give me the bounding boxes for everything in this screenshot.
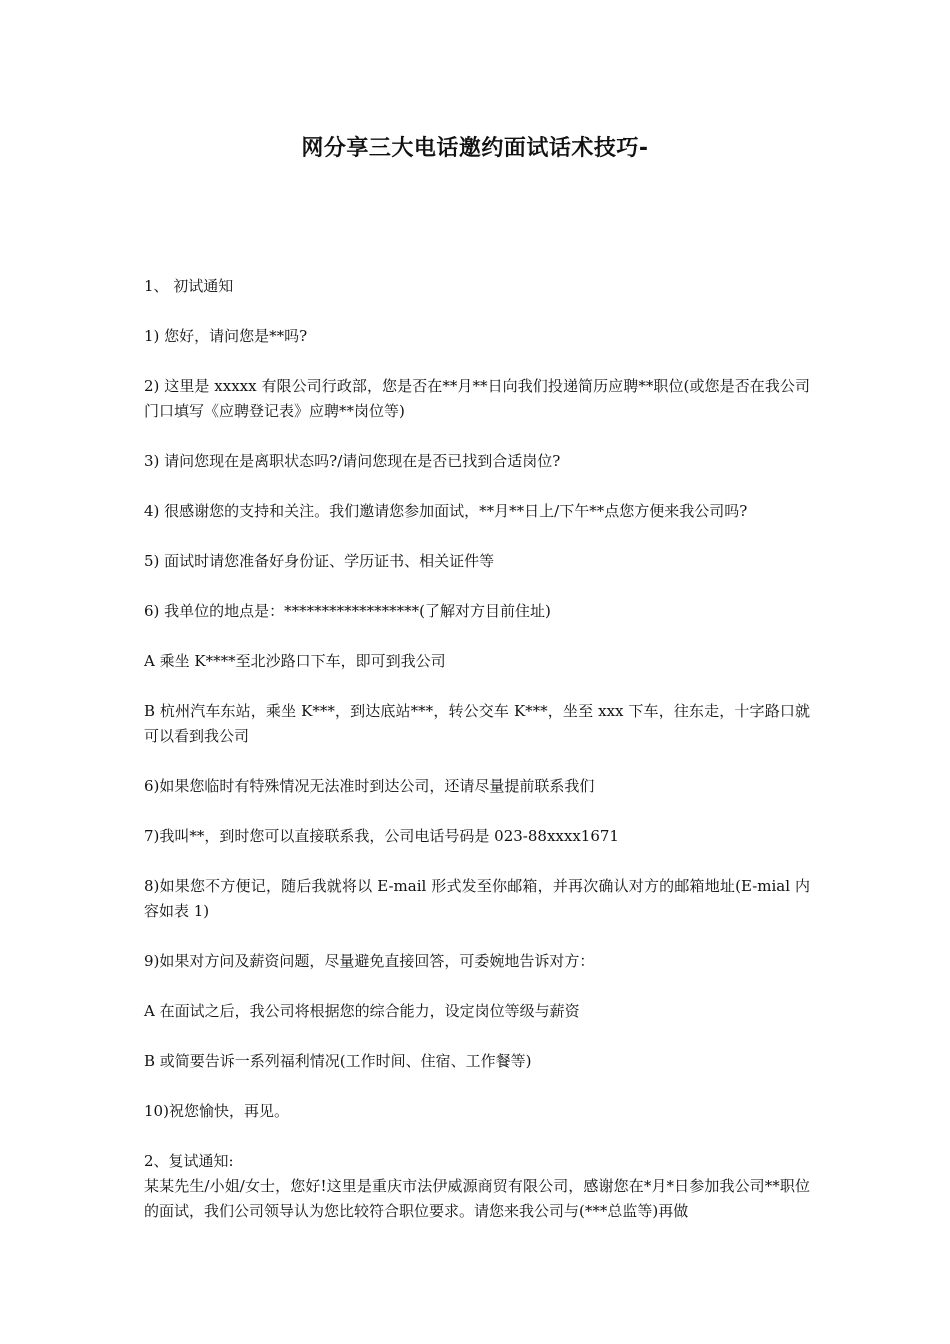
paragraph: 8)如果您不方便记，随后我就将以 E-mail 形式发至你邮箱，并再次确认对方的邮箱地址(E-mial 内容如表 1) [144, 877, 810, 920]
paragraph: 2) 这里是 xxxxx 有限公司行政部，您是否在**月**日向我们投递简历应聘**职位(或您是否在我公司门口填写《应聘登记表》应聘**岗位等) [144, 377, 810, 420]
paragraph: B 或简要告诉一系列福利情况(工作时间、住宿、工作餐等) [144, 1052, 532, 1070]
paragraph: 5) 面试时请您准备好身份证、学历证书、相关证件等 [144, 552, 495, 570]
document-title: 网分享三大电话邀约面试话术技巧- [301, 136, 649, 161]
document-body [144, 274, 810, 1224]
paragraph: 6)如果您临时有特殊情况无法准时到达公司，还请尽量提前联系我们 [144, 777, 595, 795]
paragraph: 某某先生/小姐/女士，您好!这里是重庆市法伊威源商贸有限公司，感谢您在*月*日参加我公司**职位的面试，我们公司领导认为您比较符合职位要求。请您来我公司与(***总监等)再做 [144, 1177, 810, 1220]
paragraph: B 杭州汽车东站，乘坐 K***，到达底站***，转公交车 K***，坐至 xxx 下车，往东走，十字路口就可以看到我公司 [144, 702, 810, 745]
paragraph: 3) 请问您现在是离职状态吗?/请问您现在是否已找到合适岗位? [144, 452, 561, 470]
paragraph: 10)祝您愉快，再见。 [144, 1102, 289, 1120]
paragraph: 1) 您好，请问您是**吗? [144, 327, 308, 345]
paragraph: 9)如果对方问及薪资问题，尽量避免直接回答，可委婉地告诉对方： [144, 952, 595, 970]
paragraph: A 乘坐 K****至北沙路口下车，即可到我公司 [144, 652, 446, 670]
paragraph: 4) 很感谢您的支持和关注。我们邀请您参加面试，**月**日上/下午**点您方便来我公司吗? [144, 502, 748, 520]
paragraph: A 在面试之后，我公司将根据您的综合能力，设定岗位等级与薪资 [144, 1002, 580, 1020]
paragraph: 6) 我单位的地点是：******************(了解对方目前住址) [144, 602, 551, 620]
paragraph: 7)我叫**，到时您可以直接联系我，公司电话号码是 023-88xxxx1671 [144, 827, 619, 845]
paragraph: 1、 初试通知 [144, 277, 234, 295]
section-heading: 2、复试通知: [144, 1152, 234, 1170]
